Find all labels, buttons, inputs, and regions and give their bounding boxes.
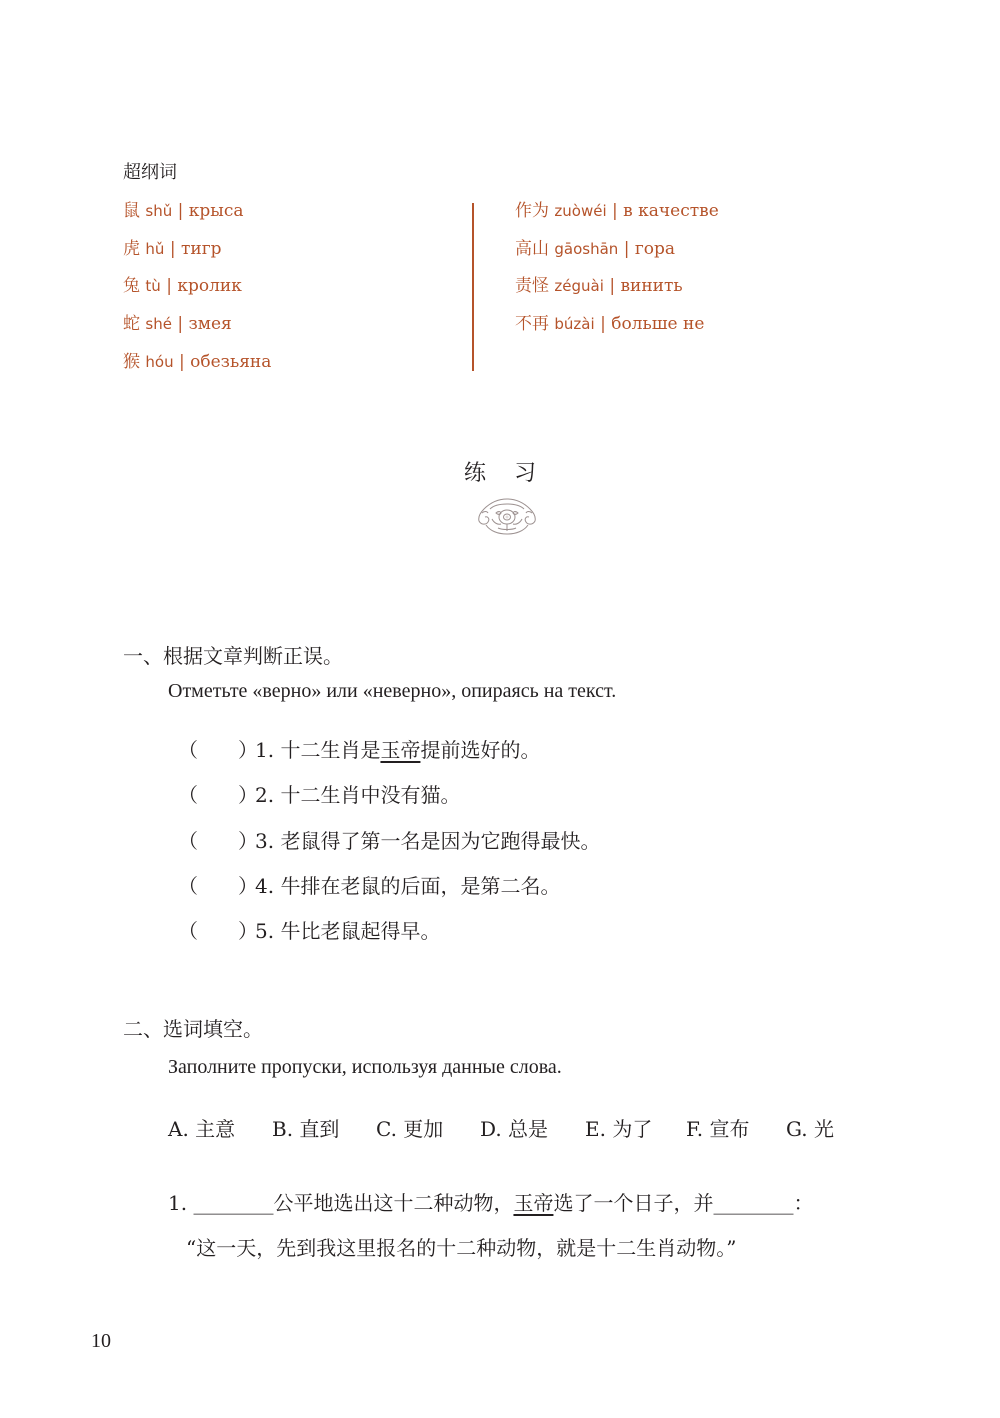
- fill-blank-2[interactable]: ________: [713, 1191, 794, 1215]
- answer-parentheses[interactable]: （ ）: [178, 783, 258, 808]
- vocab-hanzi: 不再: [515, 314, 549, 335]
- statement-text: 十二生肖是: [280, 738, 381, 762]
- statement-text-end: 提前选好的。: [420, 738, 541, 762]
- vocab-translation: | винить: [609, 276, 683, 297]
- vocab-pinyin: búzài: [554, 315, 595, 334]
- true-false-item: [178, 872, 600, 917]
- vocab-hanzi: 责怪: [515, 276, 549, 297]
- answer-parentheses[interactable]: （ ）: [178, 738, 258, 762]
- vocab-item: [123, 236, 271, 274]
- question-1-line-1: [168, 1187, 813, 1216]
- answer-parentheses[interactable]: （ ）: [178, 919, 258, 944]
- vocab-item: [515, 198, 719, 236]
- item-number: 3.: [255, 828, 281, 853]
- true-false-item: [178, 917, 600, 962]
- vocab-hanzi: 兔: [123, 276, 140, 297]
- section-title: 练习: [463, 461, 564, 486]
- vocab-pinyin: gāoshān: [554, 239, 619, 258]
- vocab-pinyin: zéguài: [554, 277, 604, 296]
- vocab-hanzi: 高山: [515, 238, 549, 259]
- vocab-pinyin: tù: [145, 277, 161, 296]
- exercise1-instruction: Отметьте «верно» или «неверно», опираясь на текст.: [168, 680, 617, 702]
- vocab-divider: [472, 203, 474, 371]
- statement-underlined: 玉帝: [380, 738, 421, 762]
- exercise2-heading: 二、选词填空。: [123, 1017, 263, 1041]
- vocab-pinyin: shé: [145, 315, 172, 334]
- vocab-pinyin: hóu: [145, 352, 174, 371]
- answer-parentheses[interactable]: （ ）: [178, 873, 258, 898]
- statement-text: 牛排在老鼠的后面，是第二名。: [280, 873, 561, 898]
- fill-blank-1[interactable]: ________: [193, 1191, 274, 1215]
- item-number: 1.: [255, 738, 281, 762]
- decorative-ornament-icon: [476, 495, 538, 537]
- true-false-item: [178, 736, 600, 781]
- true-false-item: [178, 827, 600, 872]
- vocab-translation: | змея: [177, 314, 232, 335]
- exercise2-instruction: Заполните пропуски, используя данные слова.: [168, 1056, 562, 1078]
- exercise1-heading: 一、根据文章判断正误。: [123, 644, 343, 668]
- vocab-item: [123, 198, 271, 236]
- vocab-translation: | в качестве: [612, 201, 719, 221]
- vocab-list-right: [515, 198, 719, 349]
- true-false-item: [178, 781, 600, 826]
- item-number: 2.: [255, 783, 281, 808]
- vocab-heading: 超纲词: [123, 162, 177, 183]
- word-options: [168, 1113, 834, 1142]
- question-text-mid: 选了一个日子，并: [553, 1191, 714, 1215]
- option-e: E. 为了: [585, 1117, 653, 1141]
- vocab-list-left: [123, 198, 271, 386]
- vocab-item: [515, 236, 719, 274]
- vocab-item: [515, 273, 719, 311]
- vocab-item: [123, 349, 271, 387]
- question-1-line-2: “这一天，先到我这里报名的十二种动物，就是十二生肖动物。”: [186, 1236, 737, 1260]
- vocab-hanzi: 虎: [123, 238, 140, 259]
- option-c: C. 更加: [376, 1117, 444, 1141]
- option-f: F. 宣布: [686, 1117, 750, 1141]
- option-g: G. 光: [786, 1117, 834, 1141]
- vocab-translation: | кролик: [166, 276, 242, 297]
- vocab-item: [123, 273, 271, 311]
- question-underlined: 玉帝: [513, 1191, 554, 1215]
- question-text-end: ：: [793, 1191, 814, 1215]
- vocab-translation: | гора: [623, 238, 676, 259]
- vocab-hanzi: 蛇: [123, 314, 140, 335]
- vocab-pinyin: shǔ: [145, 202, 173, 220]
- vocab-translation: | больше не: [600, 314, 705, 335]
- vocab-hanzi: 作为: [515, 201, 549, 221]
- vocab-translation: | крыса: [177, 201, 244, 221]
- statement-text: 老鼠得了第一名是因为它跑得最快。: [280, 828, 601, 853]
- answer-parentheses[interactable]: （ ）: [178, 828, 258, 853]
- vocab-translation: | обезьяна: [179, 351, 272, 372]
- item-number: 5.: [255, 919, 281, 944]
- statement-text: 牛比老鼠起得早。: [280, 919, 441, 944]
- option-a: A. 主意: [168, 1117, 236, 1141]
- statement-text: 十二生肖中没有猫。: [280, 783, 461, 808]
- question-number: 1.: [168, 1191, 194, 1215]
- vocab-pinyin: hǔ: [145, 239, 165, 258]
- vocab-pinyin: zuòwéi: [554, 202, 607, 220]
- vocab-item: [123, 311, 271, 349]
- option-d: D. 总是: [480, 1117, 549, 1141]
- vocab-hanzi: 鼠: [123, 201, 140, 221]
- option-b: B. 直到: [272, 1117, 340, 1141]
- question-text: 公平地选出这十二种动物，: [273, 1191, 514, 1215]
- true-false-list: [178, 736, 600, 962]
- item-number: 4.: [255, 873, 281, 898]
- vocab-translation: | тигр: [169, 238, 222, 259]
- vocab-hanzi: 猴: [123, 351, 140, 372]
- vocab-item: [515, 311, 719, 349]
- page-number: 10: [91, 1330, 111, 1352]
